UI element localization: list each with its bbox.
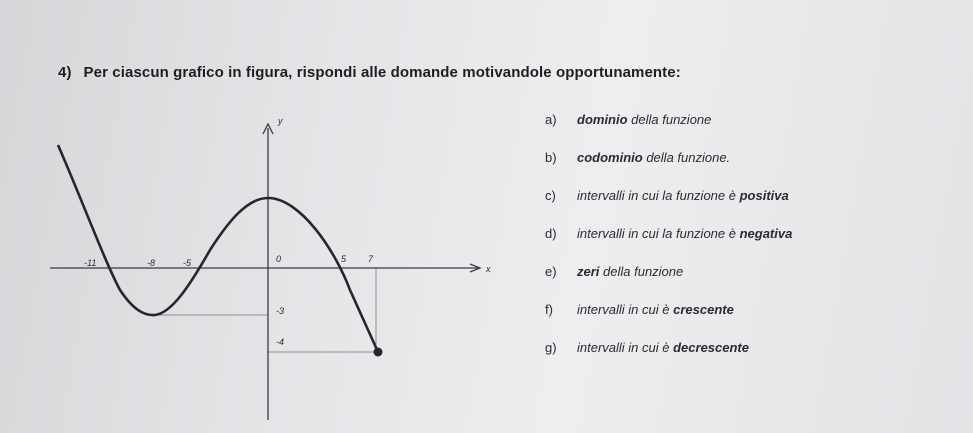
tick-label-y: -4 xyxy=(276,337,285,347)
question-letter: e) xyxy=(545,264,557,279)
question-item: f) intervalli in cui è crescente xyxy=(545,302,734,317)
tick-label-y: -3 xyxy=(276,306,285,316)
endpoint-dot xyxy=(374,348,383,357)
tick-label-x: 0 xyxy=(276,254,282,264)
y-axis-label: y xyxy=(278,116,283,126)
tick-label-x: 7 xyxy=(368,254,374,264)
question-letter: a) xyxy=(545,112,557,127)
question-letter: g) xyxy=(545,340,557,355)
question-item: b) codominio della funzione. xyxy=(545,150,731,165)
tick-label-x: -8 xyxy=(147,258,156,268)
question-item: g) intervalli in cui è decrescente xyxy=(545,340,749,355)
problem-number: 4) xyxy=(58,64,72,81)
tick-label-x: -11 xyxy=(84,258,97,268)
question-letter: f) xyxy=(545,302,553,317)
question-letter: c) xyxy=(545,188,556,203)
x-axis-label: x xyxy=(486,264,491,274)
function-curve xyxy=(58,145,378,352)
question-letter: d) xyxy=(545,226,557,241)
question-item: a) dominio della funzione xyxy=(545,112,712,127)
tick-label-x: -5 xyxy=(183,258,192,268)
question-letter: b) xyxy=(545,150,557,165)
tick-label-x: 5 xyxy=(341,254,347,264)
problem-text: Per ciascun grafico in figura, rispondi alle domande motivandole opportunamente: xyxy=(83,64,681,81)
question-item: c) intervalli in cui la funzione è positiva xyxy=(545,188,789,203)
question-item: d) intervalli in cui la funzione è negativa xyxy=(545,226,793,241)
question-item: e) zeri della funzione xyxy=(545,264,684,279)
